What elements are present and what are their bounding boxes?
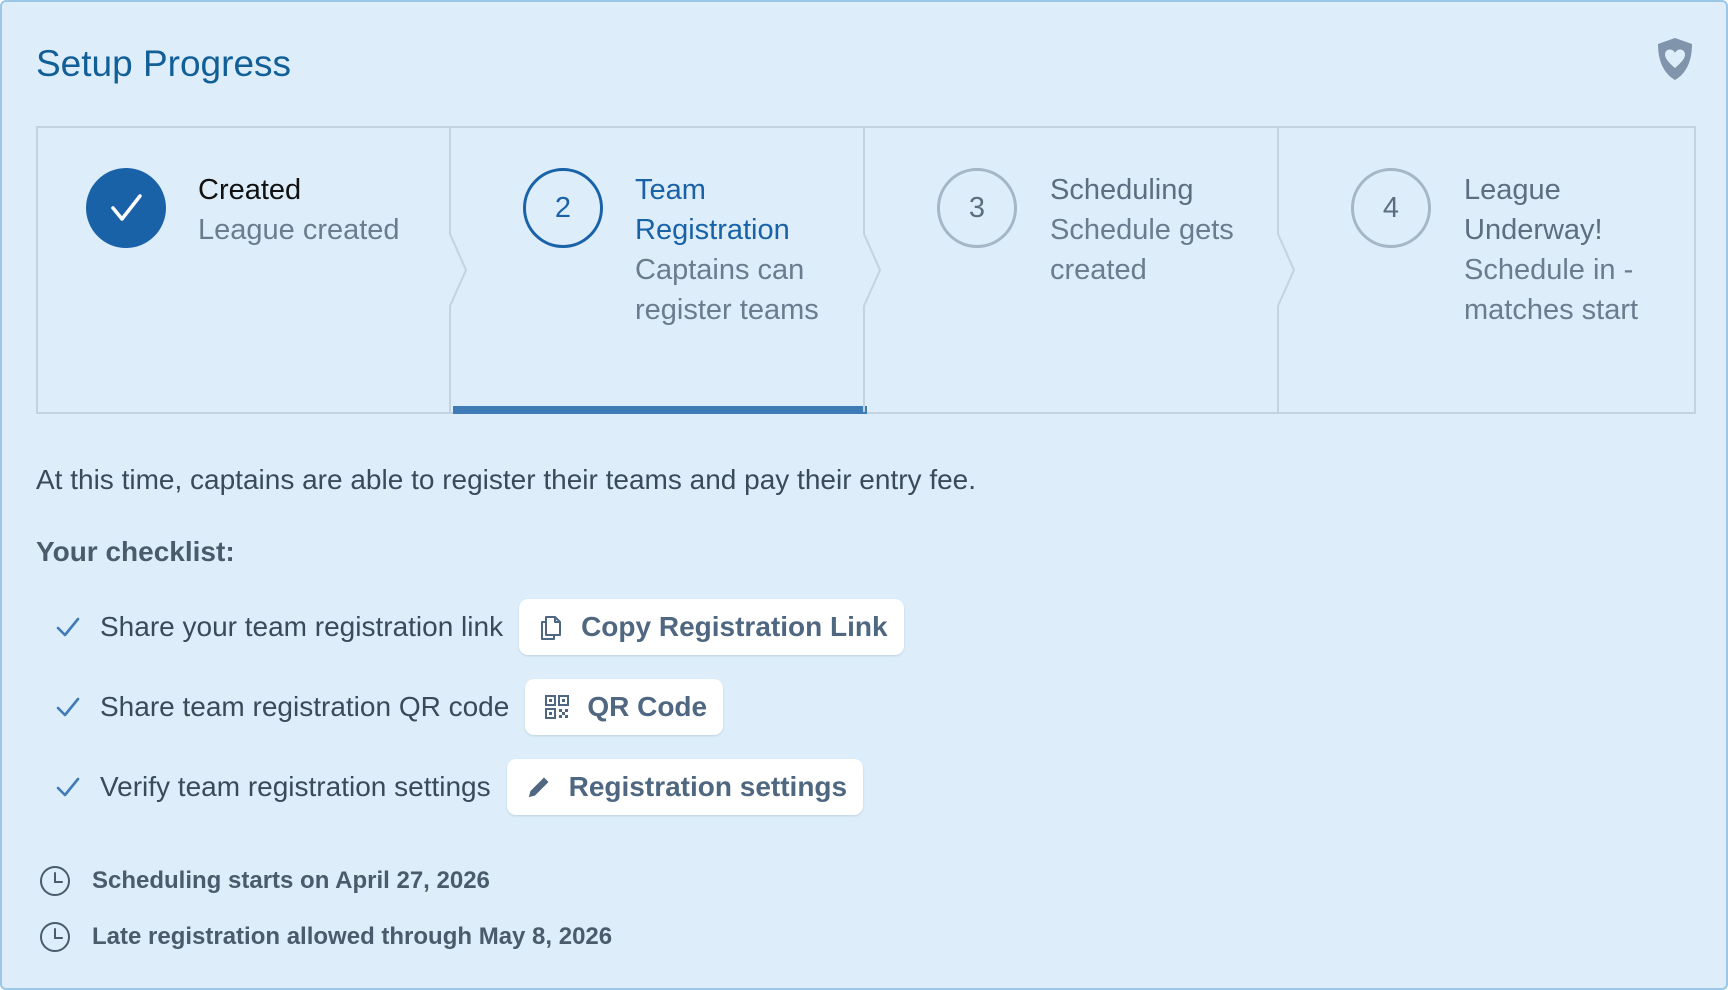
step-description: Captains can register teams	[635, 254, 819, 326]
registration-settings-button[interactable]	[507, 759, 863, 815]
pencil-icon	[525, 773, 553, 801]
late-registration-info	[38, 920, 612, 954]
checkmark-icon	[54, 773, 82, 801]
copy-registration-link-button[interactable]	[519, 599, 903, 655]
info-text: Scheduling starts on April 27, 2026	[92, 867, 490, 894]
button-label: Registration settings	[568, 771, 848, 802]
step-description: Schedule in - matches start	[1464, 254, 1639, 326]
copy-icon	[537, 613, 565, 641]
step-created	[38, 128, 452, 412]
clock-icon	[38, 920, 72, 954]
checklist-item-text: Share team registration QR code	[100, 691, 510, 722]
step-team-registration	[453, 128, 867, 412]
step-number-badge: 4	[1351, 168, 1431, 248]
checkmark-icon	[54, 693, 82, 721]
clock-icon	[38, 864, 72, 898]
checklist-item-text: Verify team registration settings	[100, 771, 491, 802]
step-league-underway	[1281, 128, 1695, 412]
qr-code-icon	[543, 693, 571, 721]
info-text: Late registration allowed through May 8, 2026	[92, 923, 613, 950]
checklist-item	[54, 758, 863, 816]
step-title: Scheduling	[1050, 174, 1194, 206]
qr-code-button[interactable]	[525, 679, 723, 735]
step-separator	[1272, 128, 1296, 412]
step-description: Schedule gets created	[1050, 214, 1234, 286]
scheduling-start-info	[38, 864, 490, 898]
button-label: Copy Registration Link	[581, 611, 888, 642]
step-title: League Underway!	[1464, 174, 1603, 246]
step-number-badge: 3	[937, 168, 1017, 248]
step-number-badge: 2	[523, 168, 603, 248]
checkmark-icon	[54, 613, 82, 641]
button-label: QR Code	[587, 691, 708, 722]
step-scheduling	[867, 128, 1281, 412]
step-separator	[858, 128, 882, 412]
panel-title: Setup Progress	[36, 43, 292, 84]
checklist-heading: Your checklist:	[36, 536, 235, 567]
checklist-item	[54, 598, 904, 656]
step-description: League created	[198, 214, 400, 246]
checklist-item-text: Share your team registration link	[100, 611, 504, 642]
step-separator	[444, 128, 468, 412]
active-step-indicator	[453, 406, 867, 414]
step-title: Created	[198, 174, 302, 206]
checklist-item	[54, 678, 723, 736]
shield-heart-icon	[1654, 36, 1696, 82]
stage-description: At this time, captains are able to register their teams and pay their entry fee.	[36, 464, 977, 495]
step-complete-check-icon	[86, 168, 166, 248]
progress-stepper	[36, 126, 1696, 414]
step-title: Team Registration	[635, 174, 790, 246]
